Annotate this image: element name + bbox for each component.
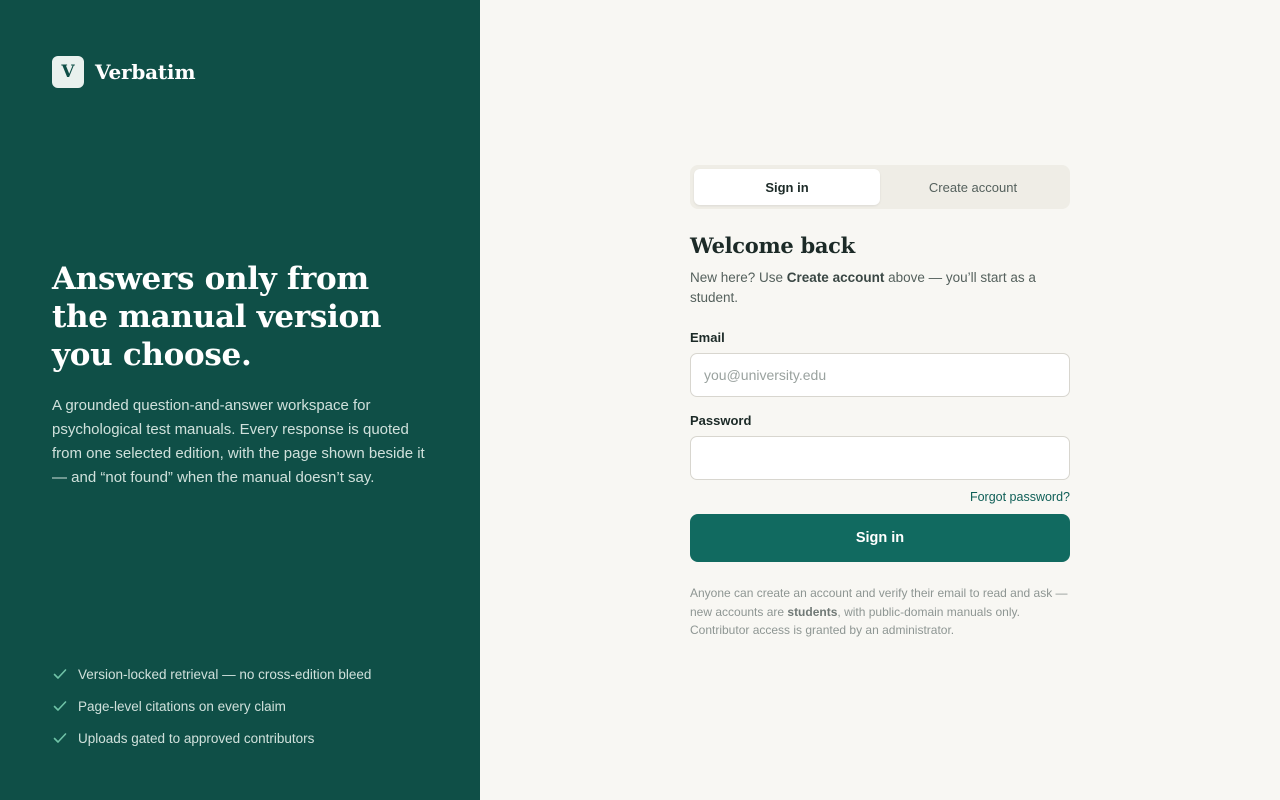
feature-text: Version-locked retrieval — no cross-edition bleed: [78, 666, 372, 682]
access-note: [690, 584, 1070, 640]
forgot-row: [690, 488, 1070, 506]
intro-text-end: above — you’ll start as a student.: [690, 270, 1036, 305]
brand-panel: [0, 0, 480, 800]
forgot-password-link[interactable]: Forgot password?: [969, 490, 1070, 504]
feature-text: Page-level citations on every claim: [78, 698, 286, 714]
auth-panel: [690, 165, 1070, 640]
check-icon: [52, 730, 68, 746]
auth-tabs: [690, 165, 1070, 209]
password-field[interactable]: [690, 436, 1070, 480]
form-intro: [690, 268, 1070, 308]
sign-in-button[interactable]: Sign in: [690, 514, 1070, 562]
feature-list: [52, 658, 371, 754]
feature-item: [52, 722, 371, 754]
note-students: students: [787, 604, 838, 619]
brand-logo: [52, 56, 195, 88]
hero: [52, 260, 432, 490]
email-field[interactable]: [690, 353, 1070, 397]
hero-title: Answers only from the manual version you choose.: [52, 261, 382, 373]
email-label: Email: [690, 330, 725, 345]
feature-item: [52, 658, 371, 690]
check-icon: [52, 698, 68, 714]
tab-create-account[interactable]: Create account: [928, 179, 1018, 195]
intro-text: New here? Use: [690, 270, 787, 285]
check-icon: [52, 666, 68, 682]
intro-create-account: Create account: [786, 270, 885, 285]
tab-sign-in[interactable]: Sign in: [694, 169, 880, 205]
note-text-end: , with public-domain manuals only. Contributor access is granted by an administrator.: [690, 604, 1020, 637]
brand-name: Verbatim: [95, 60, 196, 84]
hero-subtitle: A grounded question-and-answer workspace for psychological test manuals. Every response is quoted from one selected edition, with the page shown beside it — and “not found” when the manual doesn’t say.: [52, 397, 425, 486]
note-text: Anyone can create an account and verify their email to read and ask — new accounts are: [690, 586, 1068, 619]
form-heading: Welcome back: [690, 233, 855, 258]
feature-item: [52, 690, 371, 722]
password-label: Password: [690, 413, 752, 428]
brand-mark: V: [52, 56, 84, 88]
feature-text: Uploads gated to approved contributors: [78, 730, 315, 746]
